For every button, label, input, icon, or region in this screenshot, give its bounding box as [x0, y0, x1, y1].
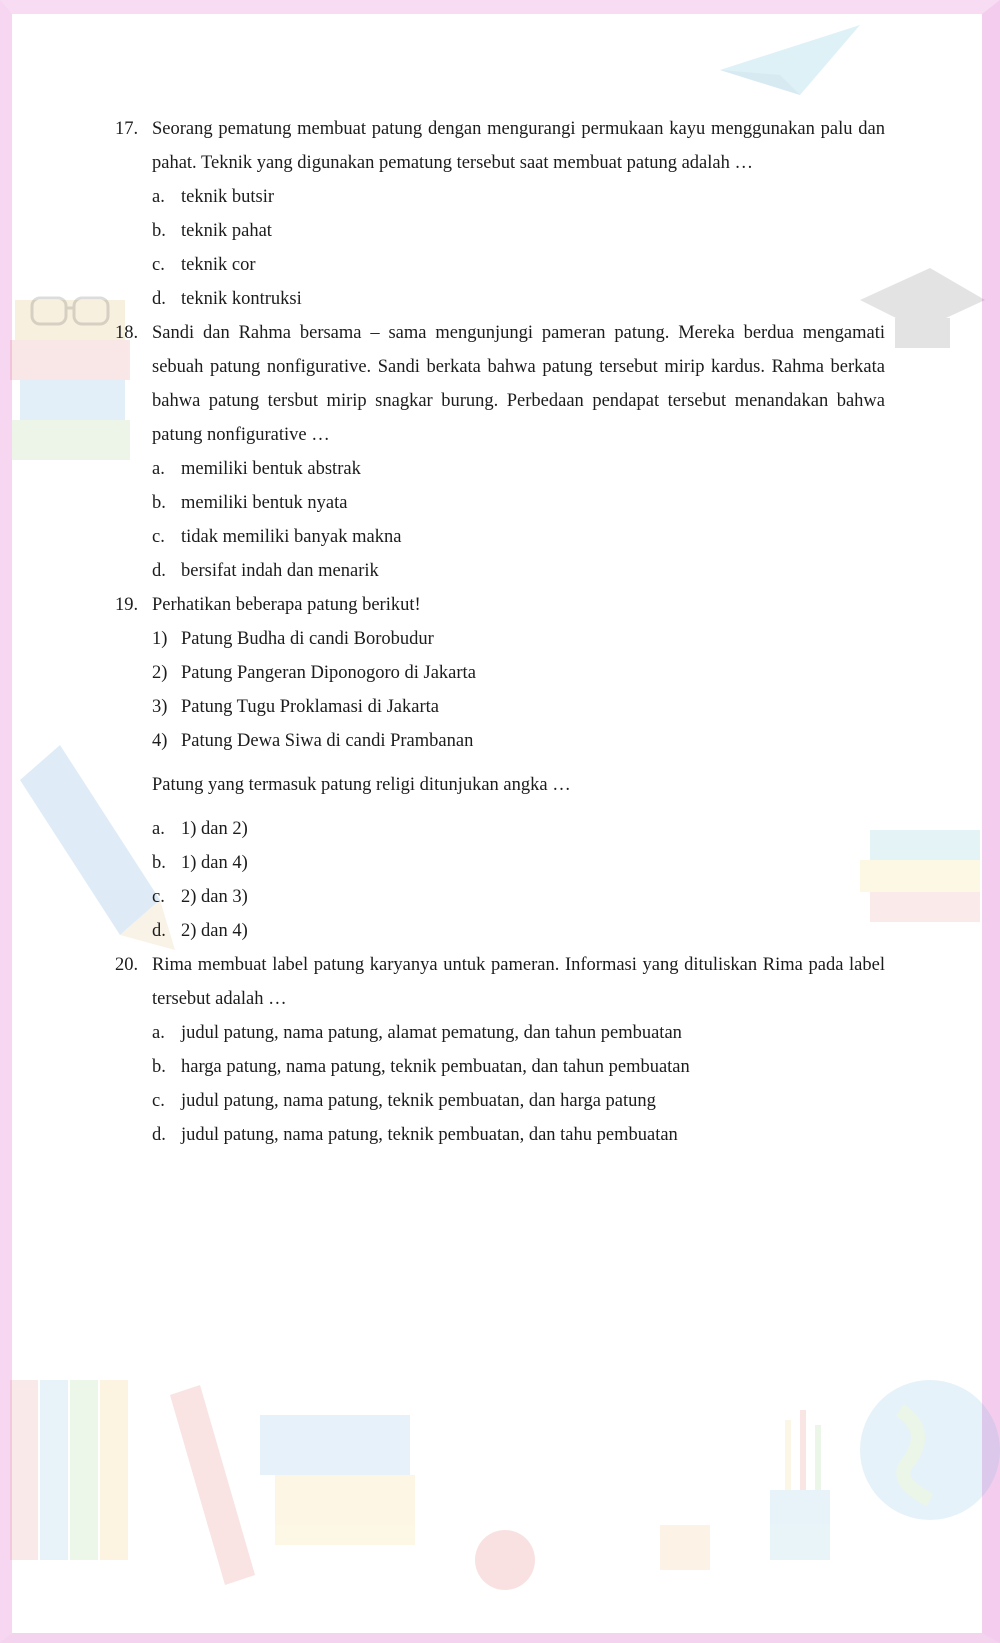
- option-text: 1) dan 2): [181, 819, 248, 839]
- statue-item-4: [152, 724, 885, 758]
- statue-item-3: [152, 690, 885, 724]
- question-number: 19.: [115, 595, 139, 615]
- option-text: teknik kontruksi: [181, 289, 302, 309]
- statue-item-2: [152, 656, 885, 690]
- option-text: 2) dan 4): [181, 921, 248, 941]
- option-letter: b.: [152, 221, 166, 241]
- option-letter: d.: [152, 921, 166, 941]
- option-letter: a.: [152, 459, 165, 479]
- option-18a: [152, 452, 885, 486]
- question-text: Perhatikan beberapa patung berikut!: [152, 595, 421, 615]
- option-text: tidak memiliki banyak makna: [181, 527, 402, 547]
- option-text: teknik butsir: [181, 187, 275, 207]
- item-number: 1): [152, 629, 168, 649]
- item-text: Patung Pangeran Diponogoro di Jakarta: [181, 663, 476, 683]
- option-20d: [152, 1118, 885, 1152]
- option-19d: [152, 914, 885, 948]
- question-text: Rima membuat label patung karyanya untuk pameran. Informasi yang dituliskan Rima pada label tersebut adalah …: [152, 955, 885, 1009]
- option-text: bersifat indah dan menarik: [181, 561, 379, 581]
- option-text: harga patung, nama patung, teknik pembuatan, dan tahun pembuatan: [181, 1057, 690, 1077]
- option-17d: [152, 282, 885, 316]
- quiz-content: [115, 112, 885, 1152]
- option-letter: d.: [152, 1125, 166, 1145]
- option-letter: d.: [152, 561, 166, 581]
- option-19a: [152, 812, 885, 846]
- option-text: 2) dan 3): [181, 887, 248, 907]
- books-icon: [10, 300, 130, 460]
- option-letter: c.: [152, 887, 165, 907]
- option-text: memiliki bentuk abstrak: [181, 459, 361, 479]
- question-number: 20.: [115, 955, 139, 975]
- pencil-bottom-icon: [170, 1385, 255, 1585]
- option-19c: [152, 880, 885, 914]
- option-letter: c.: [152, 527, 165, 547]
- question-prompt: Patung yang termasuk patung religi ditunjukan angka …: [152, 775, 571, 795]
- option-text: teknik cor: [181, 255, 256, 275]
- option-letter: c.: [152, 255, 165, 275]
- item-number: 4): [152, 731, 168, 751]
- question-20: [115, 948, 885, 1016]
- option-letter: a.: [152, 819, 165, 839]
- option-17b: [152, 214, 885, 248]
- option-letter: c.: [152, 1091, 165, 1111]
- option-letter: a.: [152, 1023, 165, 1043]
- cup-icon: [660, 1525, 710, 1570]
- option-18b: [152, 486, 885, 520]
- option-19b: [152, 846, 885, 880]
- option-letter: b.: [152, 1057, 166, 1077]
- paper-plane-icon: [720, 25, 860, 95]
- question-number: 17.: [115, 119, 139, 139]
- item-text: Patung Budha di candi Borobudur: [181, 629, 434, 649]
- question-number: 18.: [115, 323, 139, 343]
- question-19: [115, 588, 885, 622]
- option-text: memiliki bentuk nyata: [181, 493, 348, 513]
- notebook-icon: [260, 1415, 415, 1545]
- bookshelf-icon: [10, 1380, 128, 1560]
- option-text: judul patung, nama patung, teknik pembuatan, dan harga patung: [181, 1091, 656, 1111]
- option-20a: [152, 1016, 885, 1050]
- option-letter: b.: [152, 493, 166, 513]
- globe-icon: [860, 1380, 1000, 1520]
- option-text: judul patung, nama patung, teknik pembuatan, dan tahu pembuatan: [181, 1125, 678, 1145]
- option-18d: [152, 554, 885, 588]
- option-text: judul patung, nama patung, alamat pematung, dan tahun pembuatan: [181, 1023, 682, 1043]
- option-18c: [152, 520, 885, 554]
- pencil-cup-icon: [770, 1410, 830, 1560]
- option-letter: d.: [152, 289, 166, 309]
- item-text: Patung Dewa Siwa di candi Prambanan: [181, 731, 474, 751]
- option-17a: [152, 180, 885, 214]
- apple-icon: [475, 1530, 535, 1590]
- item-number: 2): [152, 663, 168, 683]
- option-text: 1) dan 4): [181, 853, 248, 873]
- item-number: 3): [152, 697, 168, 717]
- option-20c: [152, 1084, 885, 1118]
- option-letter: a.: [152, 187, 165, 207]
- option-20b: [152, 1050, 885, 1084]
- statue-item-1: [152, 622, 885, 656]
- question-text: Seorang pematung membuat patung dengan mengurangi permukaan kayu menggunakan palu dan pahat. Teknik yang digunakan pematung tersebut saat membuat patung adalah …: [152, 119, 885, 173]
- option-text: teknik pahat: [181, 221, 272, 241]
- question-text: Sandi dan Rahma bersama – sama mengunjungi pameran patung. Mereka berdua mengamati sebuah patung nonfigurative. Sandi berkata bahwa patung tersebut mirip kardus. Rahma berkata bahwa patung tersbut mirip snagkar burung. Perbedaan pendapat tersebut menandakan bahwa patung nonfigurative …: [152, 323, 885, 445]
- item-text: Patung Tugu Proklamasi di Jakarta: [181, 697, 439, 717]
- question-18: [115, 316, 885, 452]
- option-17c: [152, 248, 885, 282]
- question-17: [115, 112, 885, 180]
- option-letter: b.: [152, 853, 166, 873]
